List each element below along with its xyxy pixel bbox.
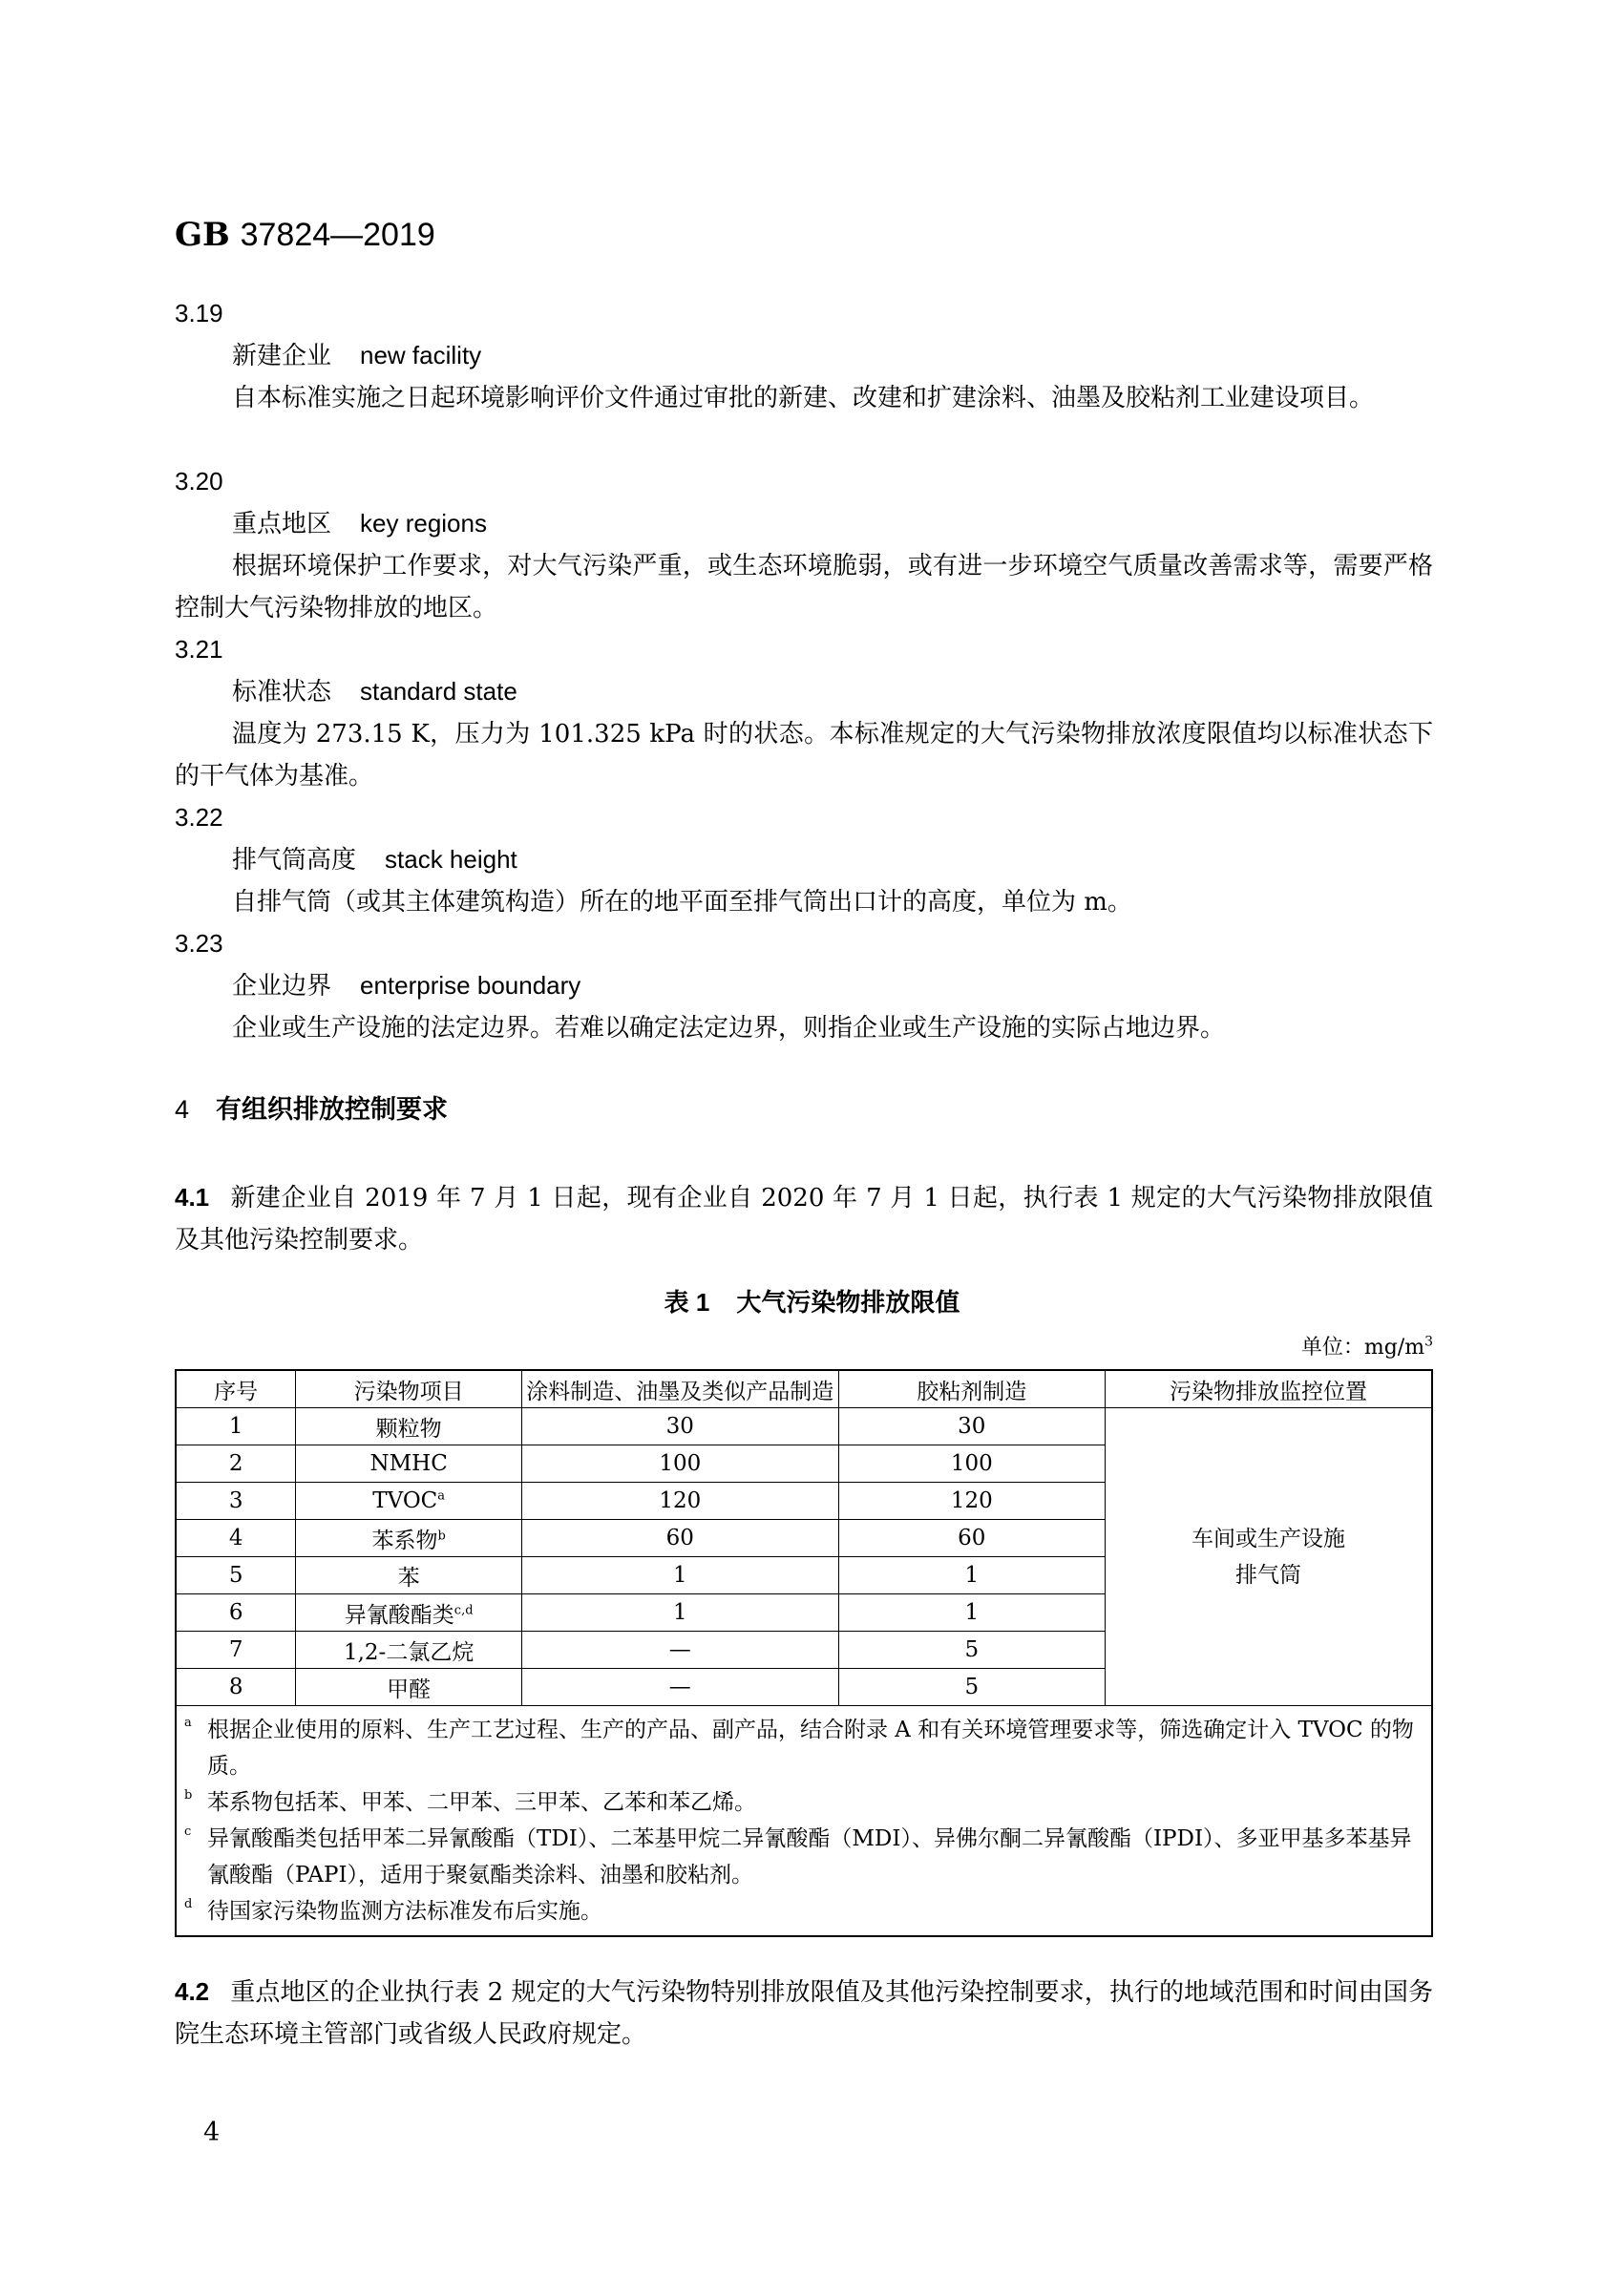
table-row: 4 苯系物$^b$ 60 60 xyxy=(176,1520,1432,1557)
standard-code xyxy=(175,216,435,254)
table-row: 1 颗粒物 30 30 车间或生产设施 排气筒 xyxy=(176,1408,1432,1445)
term-title: 标准状态 standard state xyxy=(232,677,517,706)
table-unit: 单位：$mg/m^3$ xyxy=(1300,1334,1433,1360)
emission-limits-table xyxy=(175,1369,1433,1937)
table-row: 5 苯 1 1 xyxy=(176,1557,1432,1594)
table-row: 2 NMHC 100 100 xyxy=(176,1445,1432,1483)
term-title: 企业边界 enterprise boundary xyxy=(232,971,581,1000)
definition-3-19 xyxy=(175,292,1433,419)
table-row: 3 TVOC$^a$ 120 120 xyxy=(176,1483,1432,1520)
table-footnotes xyxy=(176,1706,1432,1937)
col-header: 涂料制造、油墨及类似产品制造 xyxy=(522,1370,838,1408)
col-header: 序号 xyxy=(176,1370,296,1408)
footnote: b 苯系物包括苯、甲苯、二甲苯、三甲苯、乙苯和苯乙烯。 xyxy=(184,1788,756,1815)
definition-3-22 xyxy=(175,796,1433,923)
clause-number: 3.23 xyxy=(175,929,223,958)
table-header-row xyxy=(176,1370,1432,1408)
table-row: 8 甲醛 — 5 xyxy=(176,1669,1432,1706)
footnote: a 根据企业使用的原料、生产工艺过程、生产的产品、副产品，结合附录 A 和有关环境管理要求等，筛选确定计入 TVOC 的物质。 xyxy=(184,1716,1414,1779)
clause-number: 4.2 xyxy=(175,1977,210,2006)
table-row: 7 1,2-二氯乙烷 — 5 xyxy=(176,1632,1432,1669)
term-definition: 根据环境保护工作要求，对大气污染严重，或生态环境脆弱，或有进一步环境空气质量改善需求等，需要严格控制大气污染物排放的地区。 xyxy=(175,552,1433,622)
table-notes-row xyxy=(176,1706,1432,1937)
definition-3-21 xyxy=(175,628,1433,797)
col-header: 胶粘剂制造 xyxy=(838,1370,1106,1408)
term-definition: 自排气筒（或其主体建筑构造）所在的地平面至排气筒出口计的高度，单位为 m。 xyxy=(232,888,1132,917)
clause-number: 3.22 xyxy=(175,803,223,832)
clause-number: 4.1 xyxy=(175,1183,210,1212)
standard-number: 37824—2019 xyxy=(240,217,435,253)
paragraph-text: 新建企业自 2019 年 7 月 1 日起，现有企业自 2020 年 7 月 1 日起，执行表 1 规定的大气污染物排放限值及其他污染控制要求。 xyxy=(175,1184,1433,1255)
clause-number: 3.19 xyxy=(175,299,223,327)
col-header: 污染物排放监控位置 xyxy=(1106,1370,1432,1408)
page-number: 4 xyxy=(203,2118,221,2147)
footnote: c 异氰酸酯类包括甲苯二异氰酸酯（TDI）、二苯基甲烷二异氰酸酯（MDI）、异佛尔酮二异氰酸酯（IPDI）、多亚甲基多苯基异氰酸酯（PAPI），适用于聚氨酯类涂料、油墨和胶粘剂。 xyxy=(184,1825,1412,1888)
term-definition: 温度为 273.15 K，压力为 101.325 kPa 时的状态。本标准规定的大气污染物排放浓度限值均以标准状态下的干气体为基准。 xyxy=(175,720,1433,791)
term-definition: 企业或生产设施的法定边界。若难以确定法定边界，则指企业或生产设施的实际占地边界。 xyxy=(232,1014,1226,1043)
monitoring-location: 车间或生产设施 排气筒 xyxy=(1106,1408,1432,1706)
paragraph-4-1 xyxy=(175,1176,1433,1261)
term-title: 重点地区 key regions xyxy=(232,509,487,538)
table-caption: 表 1 大气污染物排放限值 xyxy=(664,1288,960,1317)
paragraph-text: 重点地区的企业执行表 2 规定的大气污染物特别排放限值及其他污染控制要求，执行的地域范围和时间由国务院生态环境主管部门或省级人民政府规定。 xyxy=(175,1978,1433,2049)
clause-number: 3.20 xyxy=(175,467,223,496)
definition-3-23 xyxy=(175,922,1433,1049)
table-row: 6 异氰酸酯类$^{c,d}$ 1 1 xyxy=(176,1594,1432,1632)
col-header: 污染物项目 xyxy=(296,1370,522,1408)
section-heading: 4 有组织排放控制要求 xyxy=(175,1095,449,1124)
footnote: d 待国家污染物监测方法标准发布后实施。 xyxy=(184,1897,602,1924)
clause-number: 3.21 xyxy=(175,635,223,664)
standard-prefix: GB xyxy=(175,216,230,254)
term-title: 新建企业 new facility xyxy=(232,341,482,369)
definition-3-20 xyxy=(175,460,1433,629)
paragraph-4-2 xyxy=(175,1971,1433,2056)
term-title: 排气筒高度 stack height xyxy=(232,845,517,874)
term-definition: 自本标准实施之日起环境影响评价文件通过审批的新建、改建和扩建涂料、油墨及胶粘剂工业建设项目。 xyxy=(232,384,1375,412)
